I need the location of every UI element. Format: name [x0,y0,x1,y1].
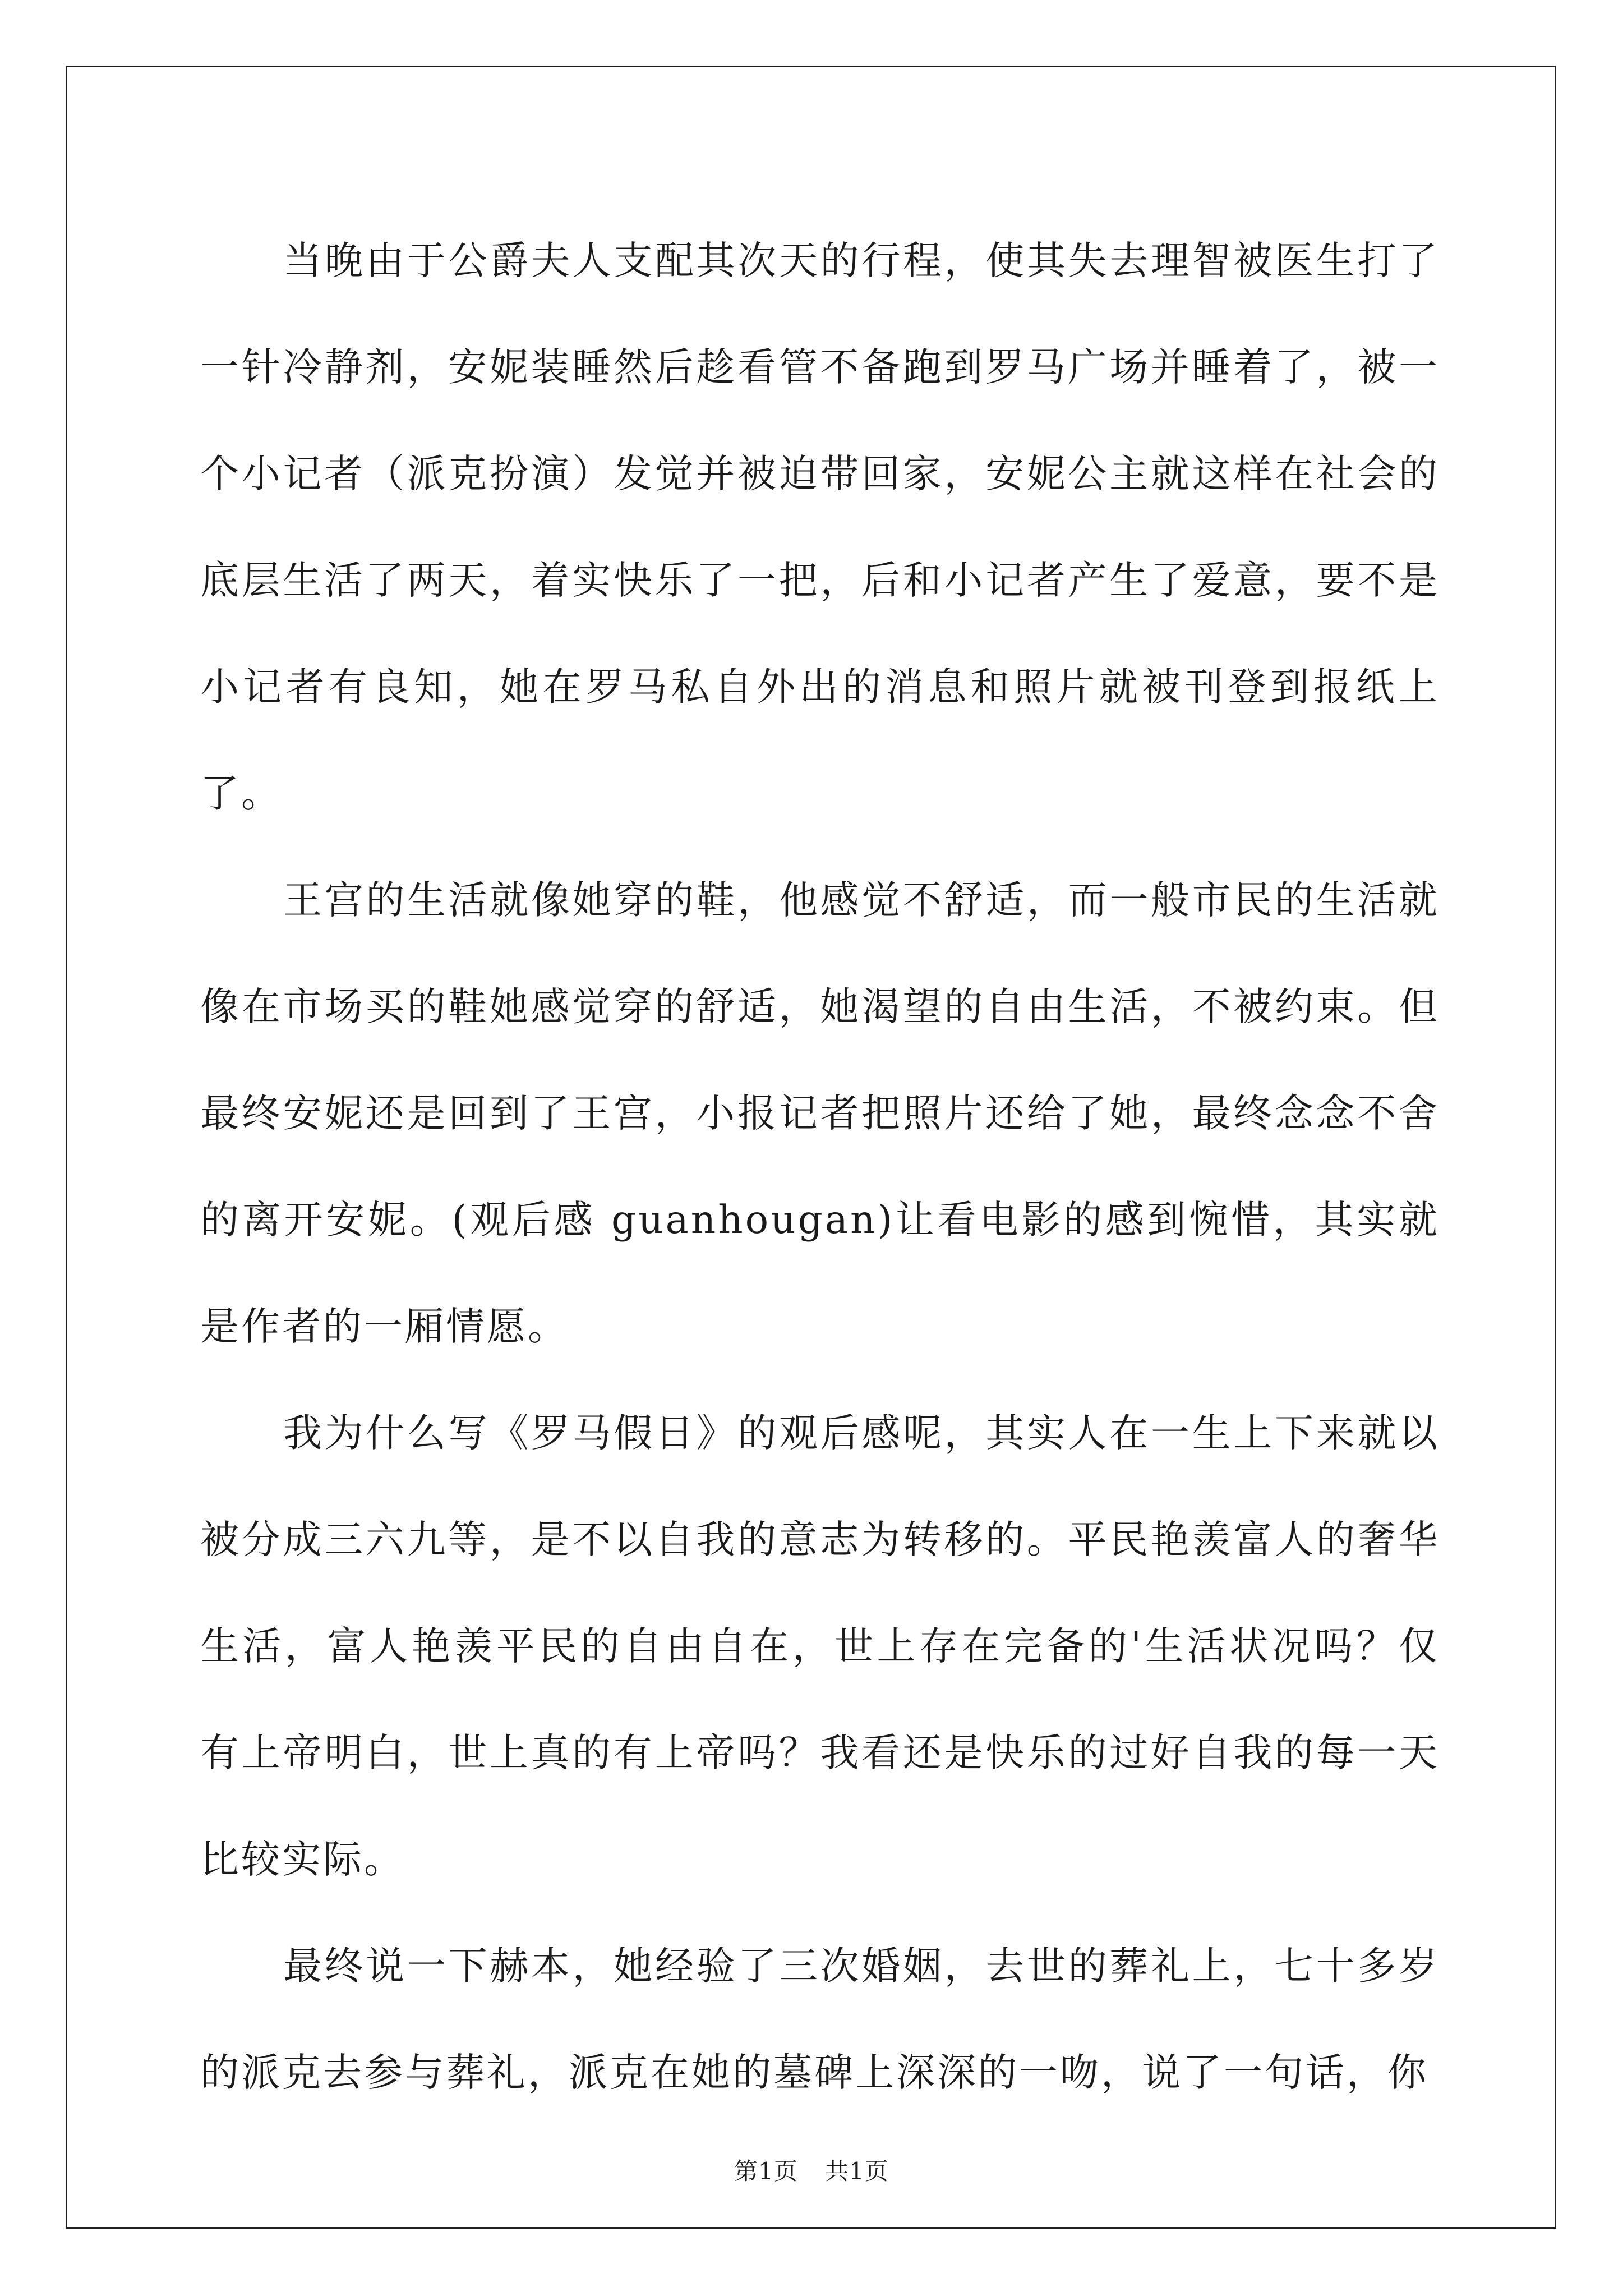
page-number-total: 共1页 [825,2157,889,2185]
paragraph-4: 最终说一下赫本，她经验了三次婚姻，去世的葬礼上，七十多岁的派克去参与葬礼，派克在她的墓碑上深深的一吻，说了一句话，你 [200,1944,1440,2095]
page-number-current: 第1页 [734,2157,798,2185]
document-body [200,208,1440,2126]
paragraph-2: 王宫的生活就像她穿的鞋，他感觉不舒适，而一般市民的生活就像在市场买的鞋她感觉穿的舒适，她渴望的自由生活，不被约束。但最终安妮还是回到了王宫，小报记者把照片还给了她，最终念念不舍的离开安妮。(观后感 guanhougan)让看电影的感到惋惜，其实就是作者的一厢情愿。 [200,878,1440,1349]
paragraph-3: 我为什么写《罗马假日》的观后感呢，其实人在一生上下来就以被分成三六九等，是不以自我的意志为转移的。平民艳羡富人的奢华生活，富人艳羡平民的自由自在，世上存在完备的'生活状况吗？仅有上帝明白，世上真的有上帝吗？我看还是快乐的过好自我的每一天比较实际。 [200,1411,1440,1882]
page-footer [0,2153,1623,2187]
paragraph-1: 当晚由于公爵夫人支配其次天的行程，使其失去理智被医生打了一针冷静剂，安妮装睡然后趁看管不备跑到罗马广场并睡着了，被一个小记者（派克扮演）发觉并被迫带回家，安妮公主就这样在社会的底层生活了两天，着实快乐了一把，后和小记者产生了爱意，要不是小记者有良知，她在罗马私自外出的消息和照片就被刊登到报纸上了。 [200,238,1440,816]
